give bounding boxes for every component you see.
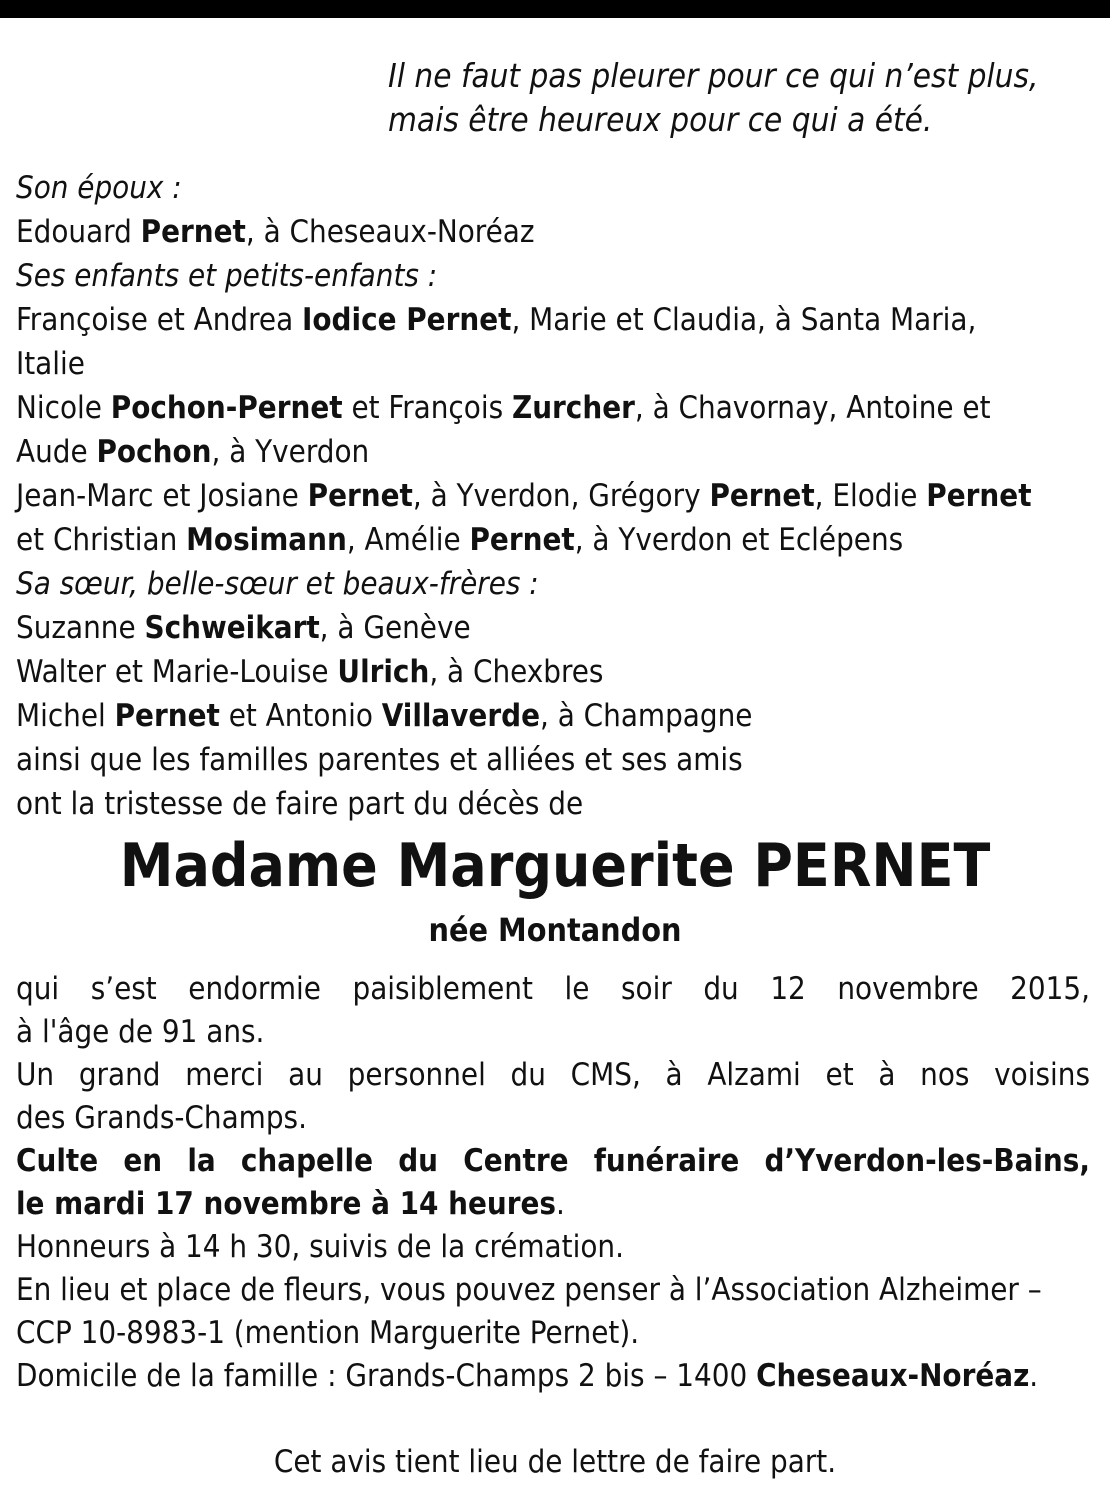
child-line-2-cont: [16, 430, 1094, 474]
death-line-1: qui s’est endormie paisiblement le soir du 12 novembre 2015,: [16, 971, 1090, 1007]
deceased-name: Madame Marguerite PERNET: [119, 831, 991, 901]
surname: Pernet: [469, 522, 575, 558]
text: , à Yverdon: [211, 434, 370, 470]
quote-line-1: Il ne faut pas pleurer pour ce qui n’est plus,: [388, 56, 1039, 95]
text: Domicile de la famille : Grands-Champs 2 bis – 1400: [16, 1358, 757, 1394]
sibling-line-3: [16, 694, 1094, 738]
text: , à Champagne: [540, 698, 753, 734]
surname: Pernet: [307, 478, 413, 514]
spouse-first: Edouard: [16, 214, 141, 250]
footer-note: Cet avis tient lieu de lettre de faire part.: [273, 1444, 837, 1480]
top-border-bar: [0, 0, 1110, 18]
closing-line-2: ont la tristesse de faire part du décès de: [16, 786, 584, 822]
surname: Pochon: [96, 434, 212, 470]
text: , Amélie: [346, 522, 470, 558]
surname: Villaverde: [381, 698, 540, 734]
text: Michel: [16, 698, 115, 734]
details-block: [16, 968, 1090, 1398]
surname: Mosimann: [186, 522, 347, 558]
spouse-line: [16, 210, 1094, 254]
siblings-heading: Sa sœur, belle-sœur et beaux-frères :: [16, 566, 539, 602]
text: .: [556, 1186, 565, 1222]
service-line-1: Culte en la chapelle du Centre funéraire d’Yverdon-les-Bains,: [16, 1143, 1090, 1179]
spouse-last: Pernet: [140, 214, 246, 250]
text: Françoise et Andrea: [16, 302, 303, 338]
child-line-1: [16, 298, 1094, 342]
surname: Pochon-Pernet: [110, 390, 343, 426]
family-list: [16, 166, 1094, 826]
text: et Christian: [16, 522, 187, 558]
text: , à Yverdon et Eclépens: [574, 522, 904, 558]
text: Aude: [16, 434, 97, 470]
text: Walter et Marie-Louise: [16, 654, 338, 690]
surname: Pernet: [709, 478, 815, 514]
honours-line: Honneurs à 14 h 30, suivis de la crémation.: [16, 1229, 624, 1265]
child-line-2: [16, 386, 1094, 430]
maiden-name: née Montandon: [428, 911, 682, 949]
surname: Iodice Pernet: [302, 302, 512, 338]
service-line-2: [16, 1183, 1090, 1226]
quote-line-2: mais être heureux pour ce qui a été.: [388, 100, 933, 139]
child-line-1-cont: Italie: [16, 346, 85, 382]
closing-line-1: ainsi que les familles parentes et alliées et ses amis: [16, 742, 743, 778]
text: et François: [342, 390, 512, 426]
thanks-line-2: des Grands-Champs.: [16, 1100, 307, 1136]
children-heading: Ses enfants et petits-enfants :: [16, 258, 438, 294]
text: Nicole: [16, 390, 111, 426]
thanks-line-1: Un grand merci au personnel du CMS, à Alzami et à nos voisins: [16, 1057, 1090, 1093]
town: Cheseaux-Noréaz: [756, 1358, 1030, 1394]
spouse-heading: Son époux :: [16, 170, 182, 206]
flowers-line-1: En lieu et place de fleurs, vous pouvez penser à l’Association Alzheimer –: [16, 1272, 1042, 1308]
text: , à Genève: [319, 610, 471, 646]
flowers-line-2: CCP 10-8983-1 (mention Marguerite Pernet).: [16, 1315, 640, 1351]
epigraph-quote: [388, 54, 1098, 142]
child-line-3: [16, 474, 1094, 518]
text: , à Chexbres: [429, 654, 604, 690]
text: et Antonio: [219, 698, 382, 734]
text: Suzanne: [16, 610, 145, 646]
surname: Pernet: [114, 698, 220, 734]
text: Jean-Marc et Josiane: [16, 478, 308, 514]
surname: Ulrich: [337, 654, 430, 690]
surname: Schweikart: [144, 610, 320, 646]
surname: Zurcher: [511, 390, 635, 426]
text: .: [1029, 1358, 1039, 1394]
service-date: le mardi 17 novembre à 14 heures: [16, 1186, 557, 1222]
text: , Elodie: [814, 478, 927, 514]
domicile-line: [16, 1355, 1090, 1398]
surname: Pernet: [926, 478, 1032, 514]
sibling-line-1: [16, 606, 1094, 650]
sibling-line-2: [16, 650, 1094, 694]
text: , à Chavornay, Antoine et: [634, 390, 991, 426]
text: , à Yverdon, Grégory: [412, 478, 710, 514]
child-line-3-cont: [16, 518, 1094, 562]
death-line-2: à l'âge de 91 ans.: [16, 1014, 265, 1050]
text: , Marie et Claudia, à Santa Maria,: [511, 302, 977, 338]
spouse-rest: , à Cheseaux-Noréaz: [245, 214, 535, 250]
